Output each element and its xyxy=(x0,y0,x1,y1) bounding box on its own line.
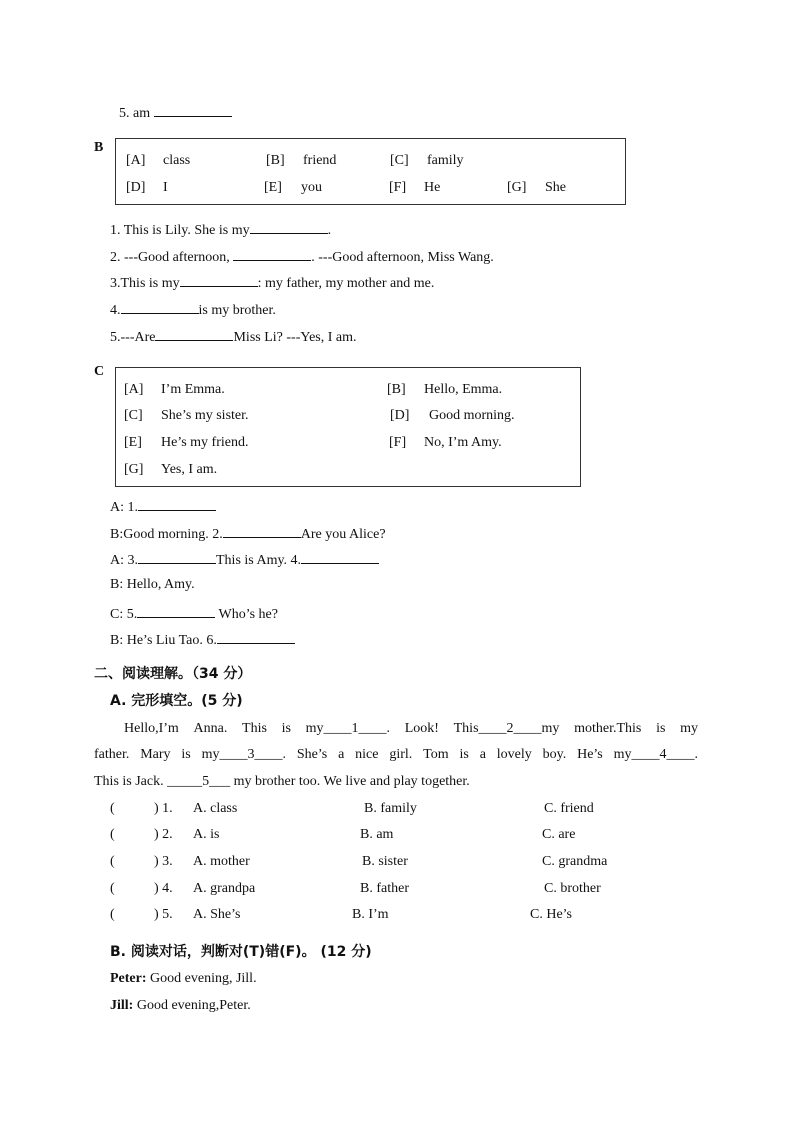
cloze-subheading: A. 完形填空。(5 分) xyxy=(110,693,243,709)
section-c-dialog-4: B: Hello, Amy. xyxy=(110,577,195,592)
option-key: [B] xyxy=(266,153,285,168)
choice-c[interactable]: C. He’s xyxy=(530,907,572,922)
answer-blank[interactable] xyxy=(233,246,311,261)
cloze-passage-line-3: This is Jack. _____5___ my brother too. We live and play together. xyxy=(94,774,470,789)
section-b-question-4: 4. is my brother. xyxy=(110,299,276,320)
section-b-question-3: 3.This is my : my father, my mother and me. xyxy=(110,272,434,293)
answer-blank[interactable] xyxy=(121,299,199,314)
choice-b[interactable]: B. I’m xyxy=(352,907,389,922)
answer-blank[interactable] xyxy=(155,326,233,341)
cloze-passage-line-1: Hello,I’m Anna. This is my____1____. Look! This____2____my mother.This is my xyxy=(124,721,698,736)
section-b-question-5: 5.---Are Miss Li? ---Yes, I am. xyxy=(110,326,357,347)
option-word: friend xyxy=(303,153,337,168)
answer-blank[interactable] xyxy=(223,523,301,538)
answer-blank[interactable] xyxy=(137,603,215,618)
choice-c[interactable]: C. brother xyxy=(544,881,601,896)
cloze-question-1: ( ) 1. A. class B. family C. friend xyxy=(110,801,594,816)
option-key: [C] xyxy=(124,408,143,423)
choice-a[interactable]: A. She’s xyxy=(193,907,241,922)
cloze-question-5: ( ) 5. A. She’s B. I’m C. He’s xyxy=(110,907,572,922)
option-word: you xyxy=(301,180,322,195)
answer-blank[interactable] xyxy=(217,629,295,644)
choice-c[interactable]: C. friend xyxy=(544,801,594,816)
choice-a[interactable]: A. mother xyxy=(193,854,250,869)
option-key: [A] xyxy=(124,382,144,397)
cloze-question-3: ( ) 3. A. mother B. sister C. grandma xyxy=(110,854,608,869)
section-b-word-box xyxy=(115,138,626,205)
reading-dialog-line-2: Jill: Good evening,Peter. xyxy=(110,998,251,1013)
choice-a[interactable]: A. class xyxy=(193,801,238,816)
option-word: She xyxy=(545,180,566,195)
option-text: No, I’m Amy. xyxy=(424,435,502,450)
section-c-dialog-6: B: He’s Liu Tao. 6. xyxy=(110,629,295,650)
speaker-name: Jill: xyxy=(110,998,134,1013)
option-key: [D] xyxy=(126,180,146,195)
option-text: She’s my sister. xyxy=(161,408,249,423)
option-text: Hello, Emma. xyxy=(424,382,503,397)
section-b-question-1: 1. This is Lily. She is my . xyxy=(110,219,331,240)
option-text: Yes, I am. xyxy=(161,462,218,477)
choice-c[interactable]: C. are xyxy=(542,827,576,842)
option-key: [F] xyxy=(389,180,407,195)
cloze-question-2: ( ) 2. A. is B. am C. are xyxy=(110,827,576,842)
option-key: [D] xyxy=(390,408,410,423)
choice-b[interactable]: B. am xyxy=(360,827,394,842)
option-key: [G] xyxy=(507,180,527,195)
speaker-name: Peter: xyxy=(110,971,147,986)
answer-blank[interactable] xyxy=(250,219,328,234)
option-text: He’s my friend. xyxy=(161,435,249,450)
choice-a[interactable]: A. is xyxy=(193,827,220,842)
cloze-passage-line-2: father. Mary is my____3____. She’s a nice girl. Tom is a lovely boy. He’s my____4____. xyxy=(94,747,698,762)
choice-b[interactable]: B. father xyxy=(360,881,409,896)
answer-blank[interactable] xyxy=(180,272,258,287)
part-two-heading: 二、阅读理解。（34 分） xyxy=(94,666,252,682)
answer-blank[interactable] xyxy=(138,549,216,564)
answer-blank[interactable] xyxy=(301,549,379,564)
section-c-sentence-box xyxy=(115,367,581,487)
choice-a[interactable]: A. grandpa xyxy=(193,881,256,896)
option-word: I xyxy=(163,180,168,195)
option-key: [A] xyxy=(126,153,146,168)
choice-b[interactable]: B. sister xyxy=(362,854,408,869)
option-text: Good morning. xyxy=(429,408,515,423)
choice-c[interactable]: C. grandma xyxy=(542,854,608,869)
choice-b[interactable]: B. family xyxy=(364,801,417,816)
option-word: family xyxy=(427,153,464,168)
option-key: [F] xyxy=(389,435,407,450)
option-key: [C] xyxy=(390,153,409,168)
option-text: I’m Emma. xyxy=(161,382,225,397)
section-c-dialog-3: A: 3. This is Amy. 4. xyxy=(110,549,379,570)
option-key: [G] xyxy=(124,462,144,477)
section-b-question-2: 2. ---Good afternoon, . ---Good afternoon, Miss Wang. xyxy=(110,246,494,267)
option-key: [E] xyxy=(124,435,142,450)
option-word: He xyxy=(424,180,441,195)
answer-blank[interactable] xyxy=(154,102,232,117)
answer-blank[interactable] xyxy=(138,496,216,511)
section-c-letter: C xyxy=(94,364,105,379)
option-key: [E] xyxy=(264,180,282,195)
section-c-dialog-1: A: 1. xyxy=(110,496,216,517)
reading-dialog-line-1: Peter: Good evening, Jill. xyxy=(110,971,257,986)
reading-dialog-subheading: B. 阅读对话，判断对(T)错(F)。 (12 分) xyxy=(110,944,372,960)
section-c-dialog-2: B:Good morning. 2. Are you Alice? xyxy=(110,523,386,544)
part-a-item-5: 5. am xyxy=(119,102,232,123)
option-key: [B] xyxy=(387,382,406,397)
section-b-letter: B xyxy=(94,140,104,155)
cloze-question-4: ( ) 4. A. grandpa B. father C. brother xyxy=(110,881,601,896)
option-word: class xyxy=(163,153,191,168)
section-c-dialog-5: C: 5. Who’s he? xyxy=(110,603,278,624)
